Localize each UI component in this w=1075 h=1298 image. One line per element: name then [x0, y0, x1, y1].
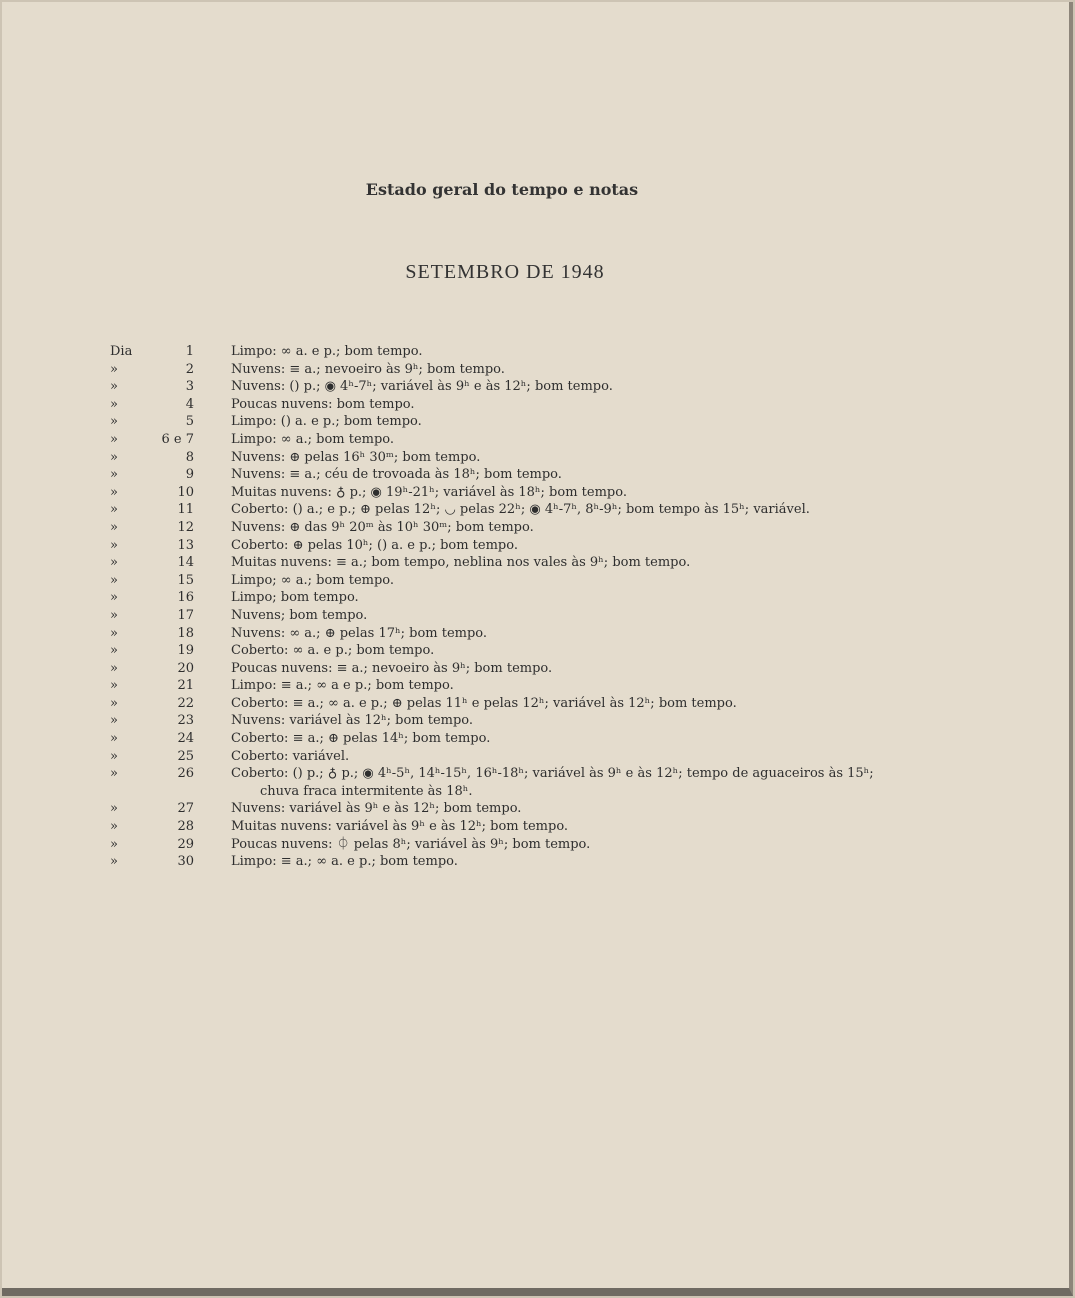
- day-number: 16: [177, 590, 194, 606]
- page: [2, 2, 1073, 1296]
- weather-note: Nuvens: variável às 9ʰ e às 12ʰ; bom tempo.: [231, 801, 522, 817]
- table-row: [2, 589, 1069, 607]
- weather-note: Poucas nuvens: ⏀ pelas 8ʰ; variável às 9ʰ; bom tempo.: [231, 836, 591, 852]
- day-number: 28: [177, 819, 194, 835]
- ditto-mark: »: [110, 467, 118, 483]
- weather-note: Coberto: variável.: [231, 748, 350, 764]
- day-number: 3: [185, 379, 194, 395]
- weather-note: Limpo; bom tempo.: [231, 590, 359, 606]
- day-number: 19: [177, 643, 194, 659]
- day-number: 30: [177, 854, 194, 870]
- table-row: [2, 449, 1069, 467]
- table-row: [2, 677, 1069, 695]
- table-row: [2, 660, 1069, 678]
- table-row: [2, 572, 1069, 590]
- weather-note: Coberto: ≡ a.; ⊕ pelas 14ʰ; bom tempo.: [231, 731, 491, 747]
- table-row: [2, 712, 1069, 730]
- weather-note: Limpo: ≡ a.; ∞ a e p.; bom tempo.: [231, 678, 454, 694]
- table-row: [2, 800, 1069, 818]
- day-number: 22: [177, 695, 194, 711]
- day-number: 13: [177, 537, 194, 553]
- ditto-mark: »: [110, 555, 118, 571]
- ditto-mark: »: [110, 660, 118, 676]
- ditto-mark: »: [110, 766, 118, 782]
- weather-note: Poucas nuvens: ≡ a.; nevoeiro às 9ʰ; bom tempo.: [231, 660, 553, 676]
- ditto-mark: »: [110, 854, 118, 870]
- table-row: [2, 748, 1069, 766]
- ditto-mark: »: [110, 379, 118, 395]
- table-row: [2, 853, 1069, 871]
- day-number: 14: [177, 555, 194, 571]
- day-number: 26: [177, 766, 194, 782]
- table-row: [2, 554, 1069, 572]
- weather-note: Nuvens: ⊕ das 9ʰ 20ᵐ às 10ʰ 30ᵐ; bom tempo.: [231, 519, 534, 535]
- month-title: SETEMBRO DE 1948: [405, 261, 605, 283]
- table-row: [2, 343, 1069, 361]
- ditto-mark: »: [110, 537, 118, 553]
- table-row: [2, 818, 1069, 836]
- day-number: 11: [177, 502, 194, 518]
- weather-note: Limpo: ∞ a. e p.; bom tempo.: [231, 344, 423, 359]
- dia-label: Dia: [110, 344, 133, 359]
- ditto-mark: »: [110, 414, 118, 430]
- day-number: 12: [177, 519, 194, 535]
- day-number: 17: [177, 607, 194, 623]
- day-number: 18: [177, 625, 194, 641]
- ditto-mark: »: [110, 731, 118, 747]
- day-number: 9: [185, 467, 194, 483]
- table-row: [2, 413, 1069, 431]
- ditto-mark: »: [110, 678, 118, 694]
- table-row: [2, 607, 1069, 625]
- table-row: [2, 836, 1069, 854]
- table-row: [2, 765, 1069, 800]
- weather-note: Coberto: ⊕ pelas 10ʰ; () a. e p.; bom tempo.: [231, 537, 518, 553]
- ditto-mark: »: [110, 643, 118, 659]
- ditto-mark: »: [110, 396, 118, 412]
- weather-note: Coberto: ∞ a. e p.; bom tempo.: [231, 643, 435, 659]
- weather-note: Limpo: ∞ a.; bom tempo.: [231, 431, 395, 447]
- day-number: 4: [185, 396, 194, 412]
- table-row: [2, 361, 1069, 379]
- weather-note: Muitas nuvens: ♁ p.; ◉ 19ʰ-21ʰ; variável às 18ʰ; bom tempo.: [231, 484, 627, 500]
- weather-note: Nuvens: ∞ a.; ⊕ pelas 17ʰ; bom tempo.: [231, 625, 488, 641]
- table-row: [2, 378, 1069, 396]
- day-number: 5: [185, 414, 194, 430]
- day-number: 21: [177, 678, 194, 694]
- weather-note-continuation: chuva fraca intermitente às 18ʰ.: [260, 783, 473, 799]
- day-number: 20: [177, 660, 194, 676]
- weather-note: Nuvens: ≡ a.; céu de trovoada às 18ʰ; bom tempo.: [231, 467, 562, 483]
- ditto-mark: »: [110, 484, 118, 500]
- table-row: [2, 466, 1069, 484]
- table-row: [2, 730, 1069, 748]
- ditto-mark: »: [110, 801, 118, 817]
- day-number: 27: [177, 801, 194, 817]
- day-number: 25: [177, 748, 194, 764]
- day-number: 1: [185, 344, 194, 359]
- page-heading: Estado geral do tempo e notas: [365, 180, 639, 199]
- table-row: [2, 501, 1069, 519]
- day-number: 10: [177, 484, 194, 500]
- ditto-mark: »: [110, 572, 118, 588]
- ditto-mark: »: [110, 625, 118, 641]
- day-number: 6 e 7: [161, 431, 194, 447]
- weather-note: Nuvens; bom tempo.: [231, 607, 368, 623]
- weather-note: Coberto: ≡ a.; ∞ a. e p.; ⊕ pelas 11ʰ e pelas 12ʰ; variável às 12ʰ; bom tempo.: [231, 695, 737, 711]
- weather-table: [2, 343, 1069, 871]
- ditto-mark: »: [110, 748, 118, 764]
- weather-note: [231, 765, 931, 800]
- day-number: 24: [177, 731, 194, 747]
- weather-note: Muitas nuvens: variável às 9ʰ e às 12ʰ; bom tempo.: [231, 819, 569, 835]
- day-number: 8: [185, 449, 194, 465]
- day-number: 29: [177, 836, 194, 852]
- ditto-mark: »: [110, 836, 118, 852]
- table-row: [2, 642, 1069, 660]
- ditto-mark: »: [110, 819, 118, 835]
- table-row: [2, 484, 1069, 502]
- day-number: 2: [185, 361, 194, 377]
- weather-note: Nuvens: ⊕ pelas 16ʰ 30ᵐ; bom tempo.: [231, 449, 481, 465]
- weather-note: Poucas nuvens: bom tempo.: [231, 396, 415, 412]
- weather-note: Nuvens: () p.; ◉ 4ʰ-7ʰ; variável às 9ʰ e às 12ʰ; bom tempo.: [231, 379, 613, 395]
- ditto-mark: »: [110, 519, 118, 535]
- ditto-mark: »: [110, 713, 118, 729]
- table-row: [2, 537, 1069, 555]
- ditto-mark: »: [110, 431, 118, 447]
- table-row: [2, 431, 1069, 449]
- ditto-mark: »: [110, 361, 118, 377]
- table-row: [2, 519, 1069, 537]
- weather-note: Coberto: () a.; e p.; ⊕ pelas 12ʰ; ◡ pelas 22ʰ; ◉ 4ʰ-7ʰ, 8ʰ-9ʰ; bom tempo às 15ʰ; variável.: [231, 502, 810, 518]
- table-row: [2, 695, 1069, 713]
- day-number: 15: [177, 572, 194, 588]
- ditto-mark: »: [110, 449, 118, 465]
- weather-note: Nuvens: ≡ a.; nevoeiro às 9ʰ; bom tempo.: [231, 361, 505, 377]
- ditto-mark: »: [110, 695, 118, 711]
- ditto-mark: »: [110, 502, 118, 518]
- ditto-mark: »: [110, 590, 118, 606]
- weather-note: Muitas nuvens: ≡ a.; bom tempo, neblina nos vales às 9ʰ; bom tempo.: [231, 555, 691, 571]
- weather-note: Limpo: () a. e p.; bom tempo.: [231, 414, 422, 430]
- weather-note: Limpo; ∞ a.; bom tempo.: [231, 572, 395, 588]
- ditto-mark: »: [110, 607, 118, 623]
- weather-note: Nuvens: variável às 12ʰ; bom tempo.: [231, 713, 474, 729]
- day-number: 23: [177, 713, 194, 729]
- table-row: [2, 396, 1069, 414]
- weather-note: Limpo: ≡ a.; ∞ a. e p.; bom tempo.: [231, 854, 458, 870]
- weather-note-line: Coberto: () p.; ♁ p.; ◉ 4ʰ-5ʰ, 14ʰ-15ʰ, 16ʰ-18ʰ; variável às 9ʰ e às 12ʰ; tempo de aguaceiros às 15ʰ;: [231, 766, 874, 782]
- table-row: [2, 625, 1069, 643]
